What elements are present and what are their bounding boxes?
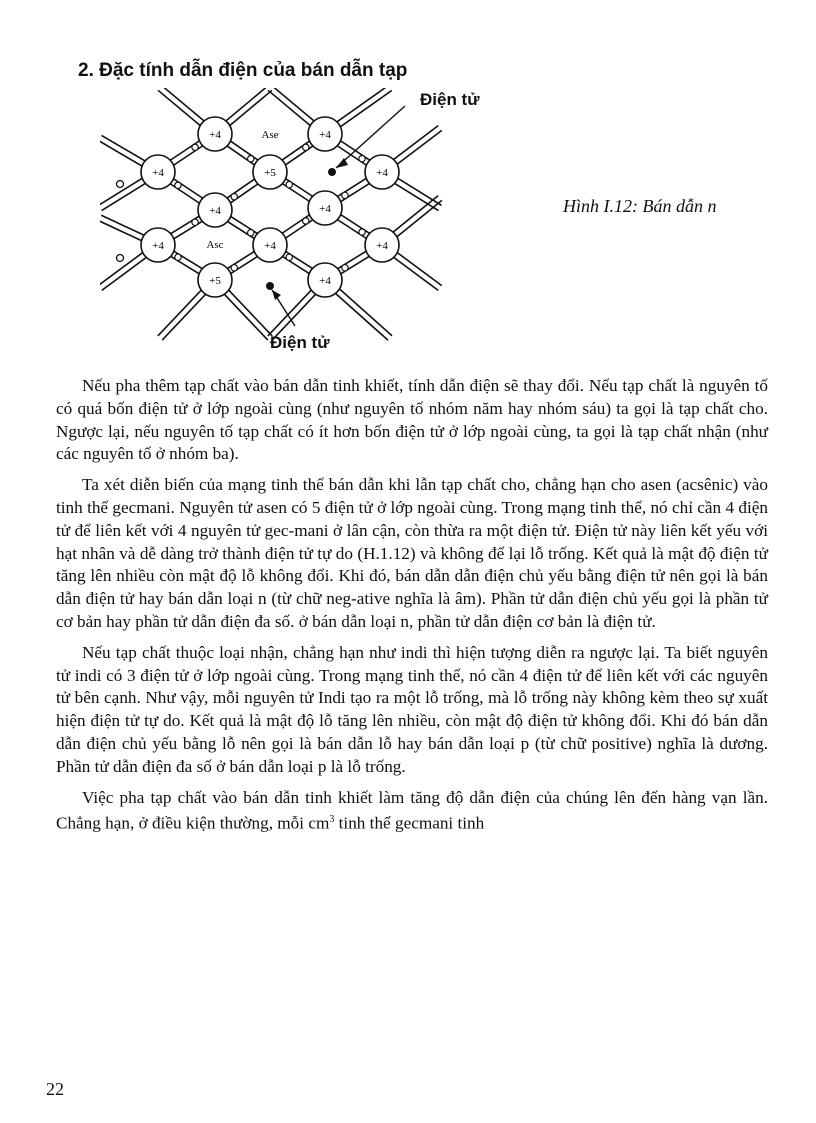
bond-electron <box>175 182 181 188</box>
bond-electron <box>248 156 254 162</box>
atom-charge-label: +5 <box>209 275 221 287</box>
free-electron-top <box>328 168 336 176</box>
hole-left-bottom <box>117 255 124 262</box>
atom-charge-label: +4 <box>264 240 276 252</box>
lattice-bonds <box>100 88 442 340</box>
atom-charge-label: +4 <box>319 129 331 141</box>
figure-caption: Hình I.12: Bán dẫn n <box>563 196 717 216</box>
section-heading: 2. Đặc tính dẫn điện của bán dẫn tạp <box>78 60 408 81</box>
atom-charge-label: +4 <box>209 129 221 141</box>
bond-electron <box>231 194 237 200</box>
paragraph: Nếu pha thêm tạp chất vào bán dẫn tinh khiết, tính dẫn điện sẽ thay đổi. Nếu tạp chất là nguyên tố có quá bốn điện tử ở lớp ngoài cùng (như nguyên tố nhóm năm hay nhóm sáu) ta gọi là tạp chất cho. Ngược lại, nếu nguyên tố tạp chất có ít hơn bốn điện tử ở lớp ngoài cùng, ta gọi là tạp chất nhận (như các nguyên tố ở nhóm ba). <box>56 376 768 464</box>
atom-charge-label: +4 <box>152 240 164 252</box>
free-electron-bottom <box>266 282 274 290</box>
page-number: 22 <box>46 1079 64 1099</box>
atom-charge-label: +4 <box>152 167 164 179</box>
atom-charge-label: +5 <box>264 167 276 179</box>
impurity-label: Asc <box>206 239 224 251</box>
bond-electron <box>303 144 309 150</box>
paragraph: Ta xét diễn biến của mạng tinh thể bán dẫn khi lẫn tạp chất cho, chẳng hạn cho asen (acsênic) vào tinh thể gecmani. Nguyên tử asen có 5 điện tử ở lớp ngoài cùng. Trong mạng tinh thể, nó chỉ cần 4 điện tử để liên kết với 4 nguyên tử gec-mani ở lân cận, còn thừa ra một điện tử. Điện tử này liên kết yếu với hạt nhân và dễ dàng trở thành điện tử tự do (H.1.12) và không để lại lỗ trống. Kết quả là mật độ điện tử tăng lên nhiều còn mật độ lỗ không đổi. Khi đó, bán dẫn dẫn điện chủ yếu bằng điện tử nên gọi là bán dẫn điện tử hay bán dẫn loại n (từ chữ neg-ative nghĩa là âm). Phần tử dẫn điện chủ yếu gọi là phần tử cơ bản hay phần tử dẫn điện đa số. ở bán dẫn loại n, phần tử dẫn điện cơ bản là điện tử. <box>56 475 768 631</box>
paragraph-last: Việc pha tạp chất vào bán dẫn tinh khiết làm tăng độ dẫn điện của chúng lên đến hàng vạn lần. Chẳng hạn, ở điều kiện thường, mỗi $cm^3$ tinh thể gecmani tinh <box>56 787 768 834</box>
bond-electron <box>342 265 348 271</box>
pointer-arrow-bottom <box>272 290 281 300</box>
bond-electron <box>342 192 348 198</box>
atom-charge-label: +4 <box>319 275 331 287</box>
bond-electron <box>231 265 237 271</box>
figure-label-electron-top: Điện tử <box>420 90 480 109</box>
bond-electron <box>359 229 365 235</box>
bond-electron <box>286 254 292 260</box>
bond-electron <box>286 181 292 187</box>
bond-electron <box>303 218 309 224</box>
atom-charge-label: +4 <box>319 203 331 215</box>
bond-electron <box>175 254 181 260</box>
figure-label-electron-bottom: Điện tử <box>270 333 330 352</box>
hole-left-top <box>117 181 124 188</box>
bond-electron <box>359 156 365 162</box>
superscript: 3 <box>329 814 335 826</box>
body-text <box>56 375 768 844</box>
paragraph: Nếu tạp chất thuộc loại nhận, chẳng hạn như indi thì hiện tượng diễn ra ngược lại. Ta biết nguyên tử indi có 3 điện tử ở lớp ngoài cùng. Trong mạng tinh thể, nó cần 4 điện tử để liên kết với các nguyên tử bên cạnh. Như vậy, mỗi nguyên tử Indi tạo ra một lỗ trống, mà lỗ trống này không kèm theo sự xuất hiện điện tử tự do. Kết quả là mật độ lỗ tăng lên nhiều, còn mật độ điện tử không đổi. Khi đó bán dẫn dẫn điện chủ yếu bằng lỗ nên gọi là bán dẫn lỗ hay bán dẫn loại p (từ chữ positive) nghĩa là dương. Phần tử dẫn điện đa số ở bán dẫn loại p là lỗ trống. <box>56 642 768 776</box>
bond-electron <box>248 230 254 236</box>
bond-electron <box>192 144 198 150</box>
atom-charge-label: +4 <box>376 240 388 252</box>
atom-charge-label: +4 <box>209 205 221 217</box>
bond-electron <box>192 219 198 225</box>
crystal-lattice-figure <box>100 88 540 358</box>
atom-charge-label: +4 <box>376 167 388 179</box>
impurity-label: Ase <box>261 129 279 141</box>
